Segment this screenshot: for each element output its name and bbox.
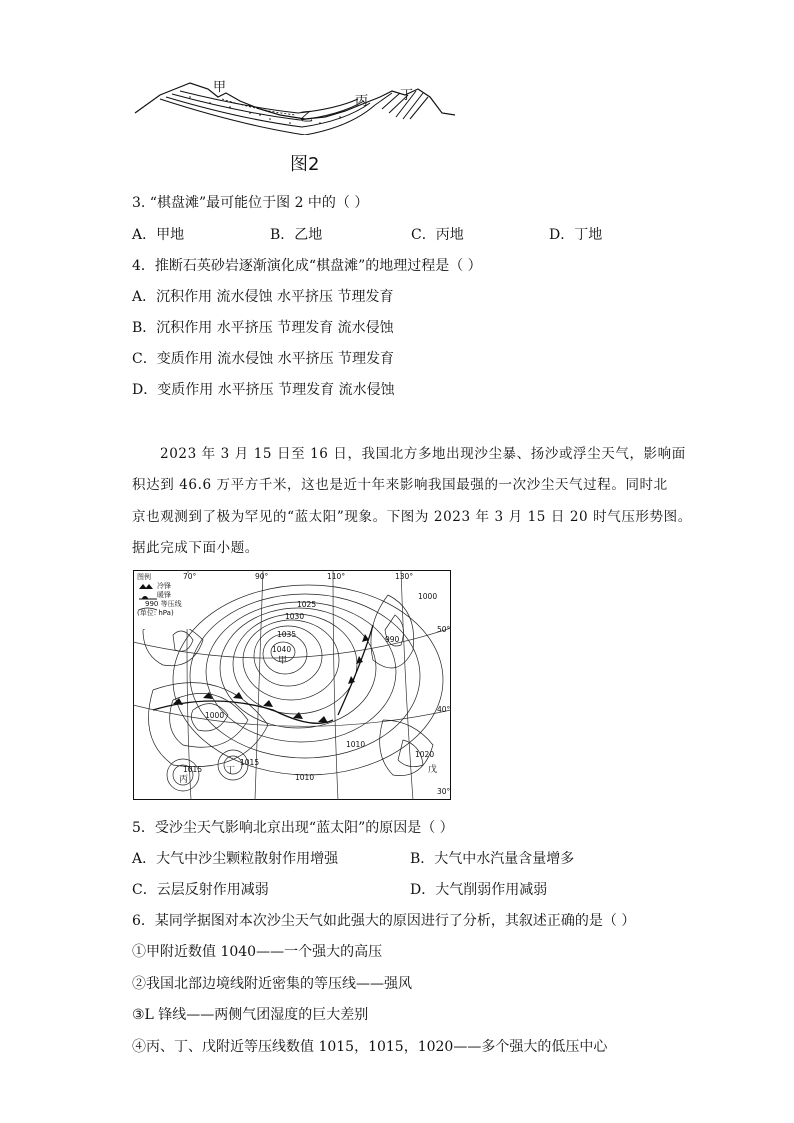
question-4-option-a: A．沉积作用 流水侵蚀 水平挤压 节理发育 — [132, 289, 394, 305]
question-6-item-3: ③L 锋线——两侧气团湿度的巨大差别 — [132, 1007, 369, 1023]
question-3-option-d: D．丁地 — [549, 227, 603, 243]
question-6-item-1: ①甲附近数值 1040——一个强大的高压 — [132, 944, 383, 960]
passage-line-4: 据此完成下面小题。 — [132, 540, 259, 556]
isobar-label: 1000 — [205, 711, 225, 720]
isobar-label: 1040 — [272, 645, 292, 654]
question-5-stem: 5．受沙尘天气影响北京出现“蓝太阳”的原因是（ ） — [132, 820, 454, 836]
question-3-option-a: A．甲地 — [132, 227, 185, 243]
question-4-option-b: B．沉积作用 水平挤压 节理发育 流水侵蚀 — [132, 320, 394, 336]
isobar-label: 1015 — [240, 758, 260, 767]
label-ding: 丁 — [400, 88, 414, 103]
question-4-option-d: D．变质作用 水平挤压 节理发育 流水侵蚀 — [132, 382, 395, 398]
question-4-stem: 4．推断石英砂岩逐渐演化成“棋盘滩”的地理过程是（ ） — [132, 258, 482, 274]
figure-caption: 图2 — [290, 154, 320, 175]
isobar-label: 1010 — [295, 773, 315, 782]
lat-label-50: 50° — [437, 625, 451, 634]
legend-cold-front: 冷锋 — [157, 582, 171, 590]
label-jia: 甲 — [213, 80, 227, 95]
passage-line-2: 积达到 46.6 万平方千米，这也是近十年来影响我国最强的一次沙尘天气过程。同时北 — [132, 477, 668, 493]
isobar-label: 1035 — [277, 630, 297, 639]
isobar-label: 1030 — [285, 612, 305, 621]
question-3-stem: 3. “棋盘滩”最可能位于图 2 中的（ ） — [132, 195, 369, 211]
legend-title: 图例 — [137, 573, 151, 581]
question-6-item-2: ②我国北部边境线附近密集的等压线——强风 — [132, 976, 412, 992]
isobar-label: 1025 — [297, 600, 317, 609]
label-bing: 丙 — [355, 94, 369, 109]
label-yi: 乙 — [300, 110, 314, 125]
isobar-label: 1015 — [183, 765, 203, 774]
lat-label-30: 30° — [437, 787, 451, 796]
lon-label-110: 110° — [327, 572, 346, 581]
question-6-item-4: ④丙、丁、戊附近等压线数值 1015，1015，1020——多个强大的低压中心 — [132, 1039, 608, 1055]
question-5-option-b: B．大气中水汽量含量增多 — [410, 851, 575, 867]
place-label-bing: 丙 — [179, 775, 189, 785]
question-5-option-d: D．大气削弱作用减弱 — [410, 882, 548, 898]
legend-warm-front: 暖锋 — [157, 591, 171, 599]
question-5-option-a: A．大气中沙尘颗粒散射作用增强 — [132, 851, 339, 867]
lat-label-40: 40° — [437, 705, 451, 714]
question-4-option-c: C．变质作用 流水侵蚀 水平挤压 节理发育 — [132, 351, 395, 367]
passage-line-3: 京也观测到了极为罕见的“蓝太阳”现象。下图为 2023 年 3 月 15 日 20 时气压形势图。 — [132, 509, 692, 525]
question-3-option-c: C．丙地 — [411, 227, 464, 243]
legend-isobar: 990 等压线 — [145, 600, 182, 608]
question-5-option-c: C．云层反射作用减弱 — [132, 882, 269, 898]
isobar-label: 1010 — [346, 740, 366, 749]
lon-label-70: 70° — [183, 572, 197, 581]
passage-line-1: 2023 年 3 月 15 日至 16 日，我国北方多地出现沙尘暴、扬沙或浮尘天气，影响面 — [160, 446, 686, 462]
place-label-ding: 丁 — [226, 766, 236, 776]
place-label-jia: 甲 — [278, 656, 288, 666]
isobar-label: 1000 — [418, 592, 438, 601]
isobar-label: 990 — [385, 635, 400, 644]
legend-unit: (单位: hPa) — [137, 609, 174, 617]
lon-label-130: 130° — [395, 572, 414, 581]
isobar-label: 1020 — [415, 750, 435, 759]
question-3-option-b: B．乙地 — [270, 227, 323, 243]
lon-label-90: 90° — [255, 572, 269, 581]
map-legend — [137, 573, 182, 618]
question-6-stem: 6．某同学据图对本次沙尘天气如此强大的原因进行了分析，其叙述正确的是（ ） — [132, 913, 636, 929]
place-label-wu: 戊 — [428, 765, 438, 775]
